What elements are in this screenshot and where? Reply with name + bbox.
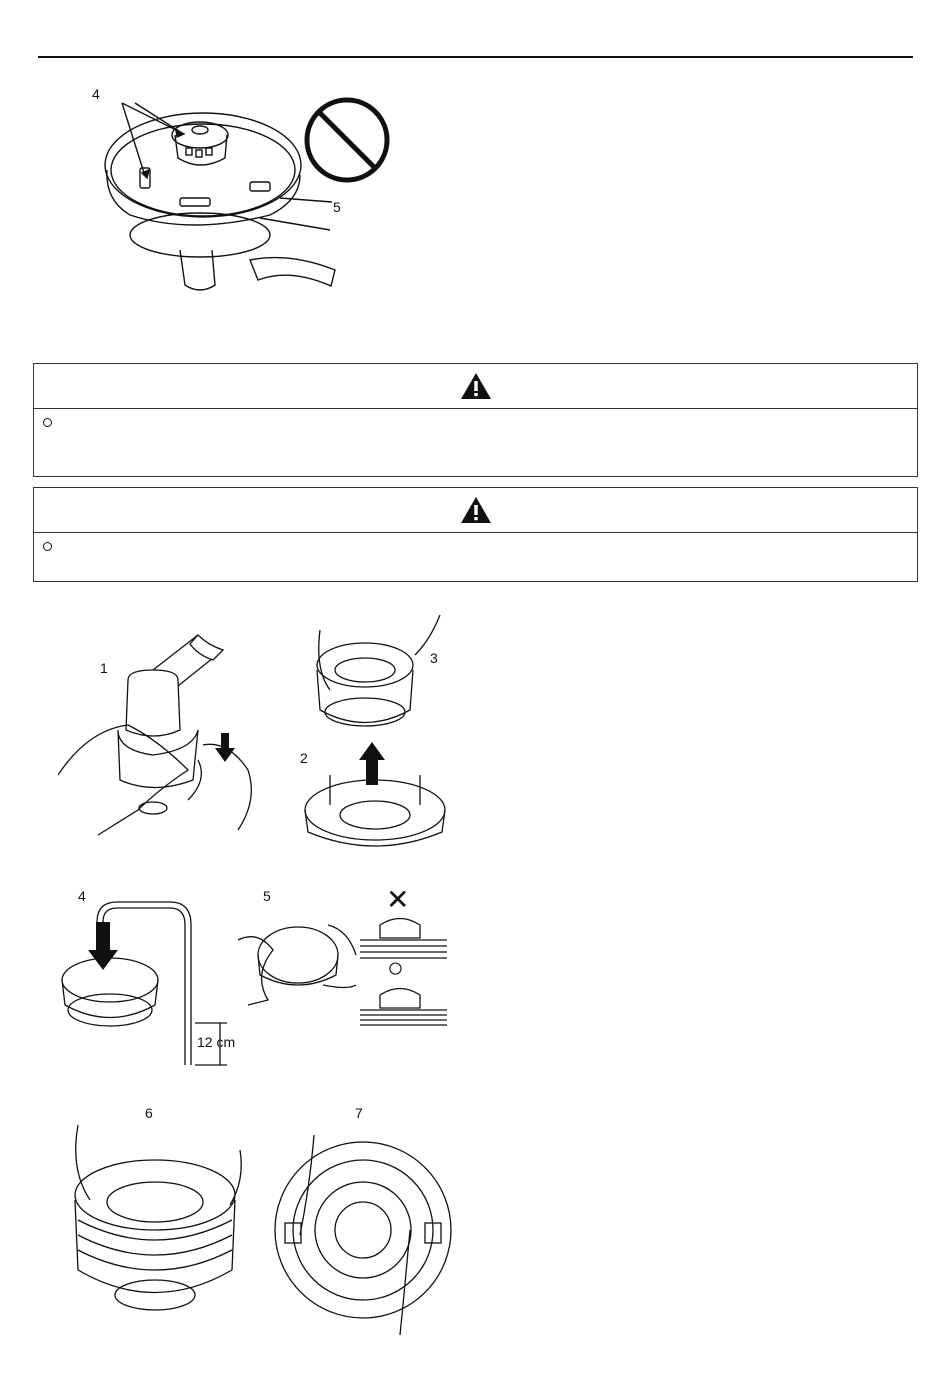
step-2-label: 2 <box>300 750 308 766</box>
callout-4: 4 <box>92 86 100 102</box>
warning-box-1 <box>33 363 918 477</box>
step6-illustration <box>60 1120 260 1320</box>
step-3-label: 3 <box>430 650 438 666</box>
step7-illustration <box>270 1125 460 1340</box>
step-7-label: 7 <box>355 1105 363 1121</box>
callout-5: 5 <box>333 199 341 215</box>
step1-illustration <box>58 630 268 840</box>
warning-header-2 <box>34 488 917 533</box>
warning-triangle-icon <box>460 496 492 524</box>
bullet-icon <box>43 418 52 427</box>
wrong-symbol: ✕ <box>386 884 410 915</box>
prohibition-icon <box>302 95 392 185</box>
warning-box-2 <box>33 487 918 582</box>
step-5-label: 5 <box>263 888 271 904</box>
step2-3-illustration <box>290 610 450 860</box>
step-6-label: 6 <box>145 1105 153 1121</box>
header-rule <box>38 56 913 58</box>
correct-symbol: ○ <box>387 952 404 983</box>
warning-triangle-icon <box>460 372 492 400</box>
warning-header-1 <box>34 364 917 409</box>
measurement-label: 12 cm <box>197 1034 236 1050</box>
step-4-label: 4 <box>78 888 86 904</box>
step-1-label: 1 <box>100 660 108 676</box>
step5-illustration <box>238 910 358 1010</box>
bullet-icon <box>43 542 52 551</box>
